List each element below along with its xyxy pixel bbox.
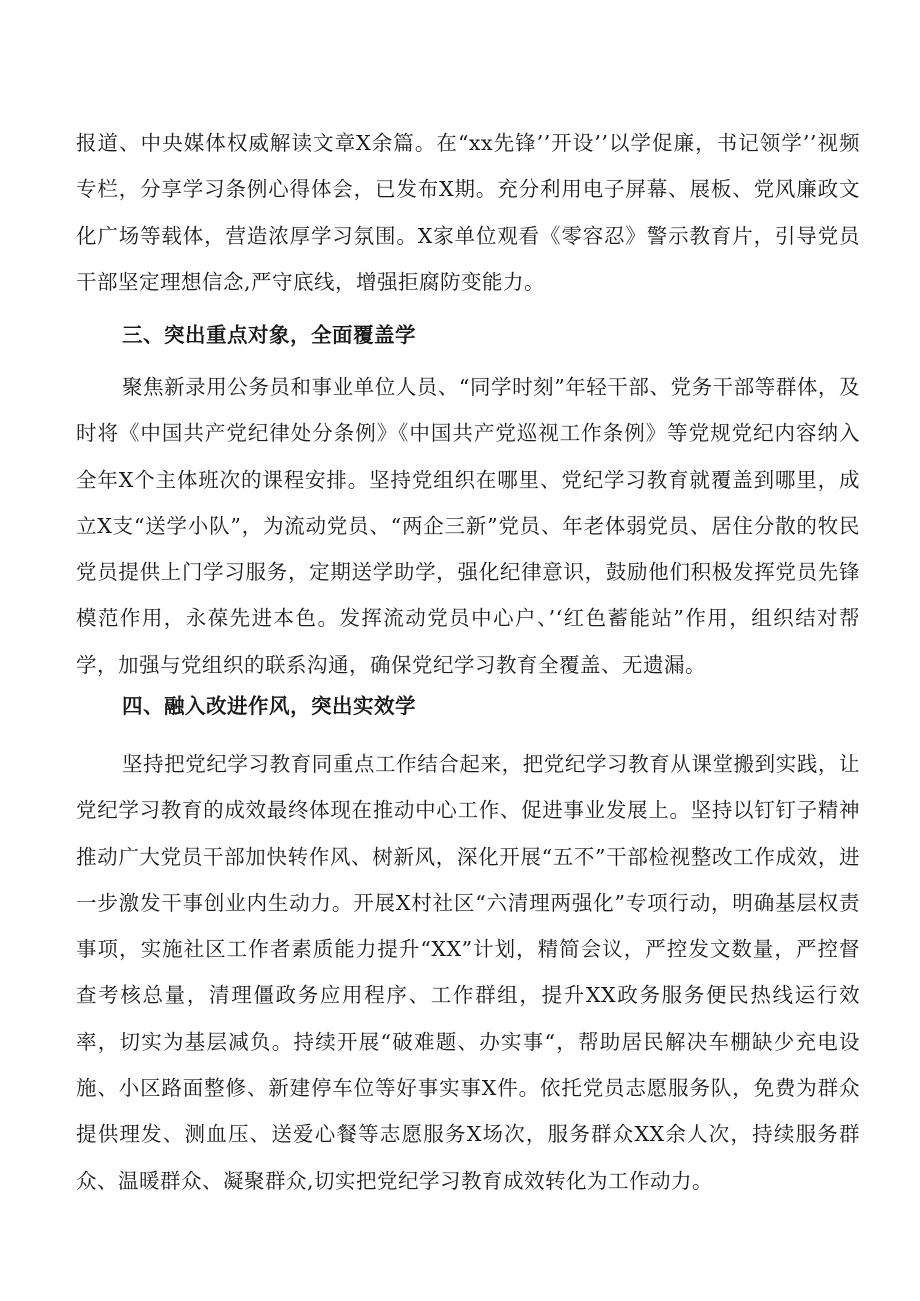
section-4-paragraph: 坚持把党纪学习教育同重点工作结合起来，把党纪学习教育从课堂搬到实践，让党纪学习教育的成效最终体现在推动中心工作、促进事业发展上。坚持以钉钉子精神推动广大党员干部加快转作风、树新风，深化开展“五不”干部检视整改工作成效，进一步激发干事创业内生动力。开展X村社区“六清理两强化”专项行动，明确基层权责事项，实施社区工作者素质能力提升“XX”计划，精简会议，严控发文数量，严控督查考核总量，清理僵政务应用程序、工作群组，提升XX政务服务便民热线运行效率，切实为基层减负。持续开展“破难题、办实事“，帮助居民解决车棚缺少充电设施、小区路面整修、新建停车位等好事实事X件。依托党员志愿服务队，免费为群众提供理发、测血压、送爱心餐等志愿服务X场次，服务群众XX余人次，持续服务群众、温暖群众、凝聚群众,切实把党纪学习教育成效转化为工作动力。 [76,752,860,1193]
section-heading-4: 四、融入改进作风，突出实效学 [122,694,416,718]
section-3-paragraph: 聚焦新录用公务员和事业单位人员、“同学时刻”年轻干部、党务干部等群体，及时将《中国共产党纪律处分条例》《中国共产党巡视工作条例》等党规党纪内容纳入全年X个主体班次的课程安排。坚持党组织在哪里、党纪学习教育就覆盖到哪里，成立X支“送学小队”，为流动党员、“两企三新”党员、年老体弱党员、居住分散的牧民党员提供上门学习服务，定期送学助学，强化纪律意识，鼓励他们积极发挥党员先锋模范作用，永葆先进本色。发挥流动党员中心户、’‘红色蓄能站”作用，组织结对帮学，加强与党组织的联系沟通，确保党纪学习教育全覆盖、无遗漏。 [76,375,860,677]
paragraph-continued: 报道、中央媒体权威解读文章X余篇。在“xx先锋’’开设’’以学促廉，书记领学’’视频专栏，分享学习条例心得体会，已发布X期。充分利用电子屏幕、展板、党风廉政文化广场等载体，营造浓厚学习氛围。X家单位观看《零容忍》警示教育片，引导党员干部坚定理想信念,严守底线，增强拒腐防变能力。 [76,131,860,294]
section-heading-3: 三、突出重点对象，全面覆盖学 [122,323,416,347]
